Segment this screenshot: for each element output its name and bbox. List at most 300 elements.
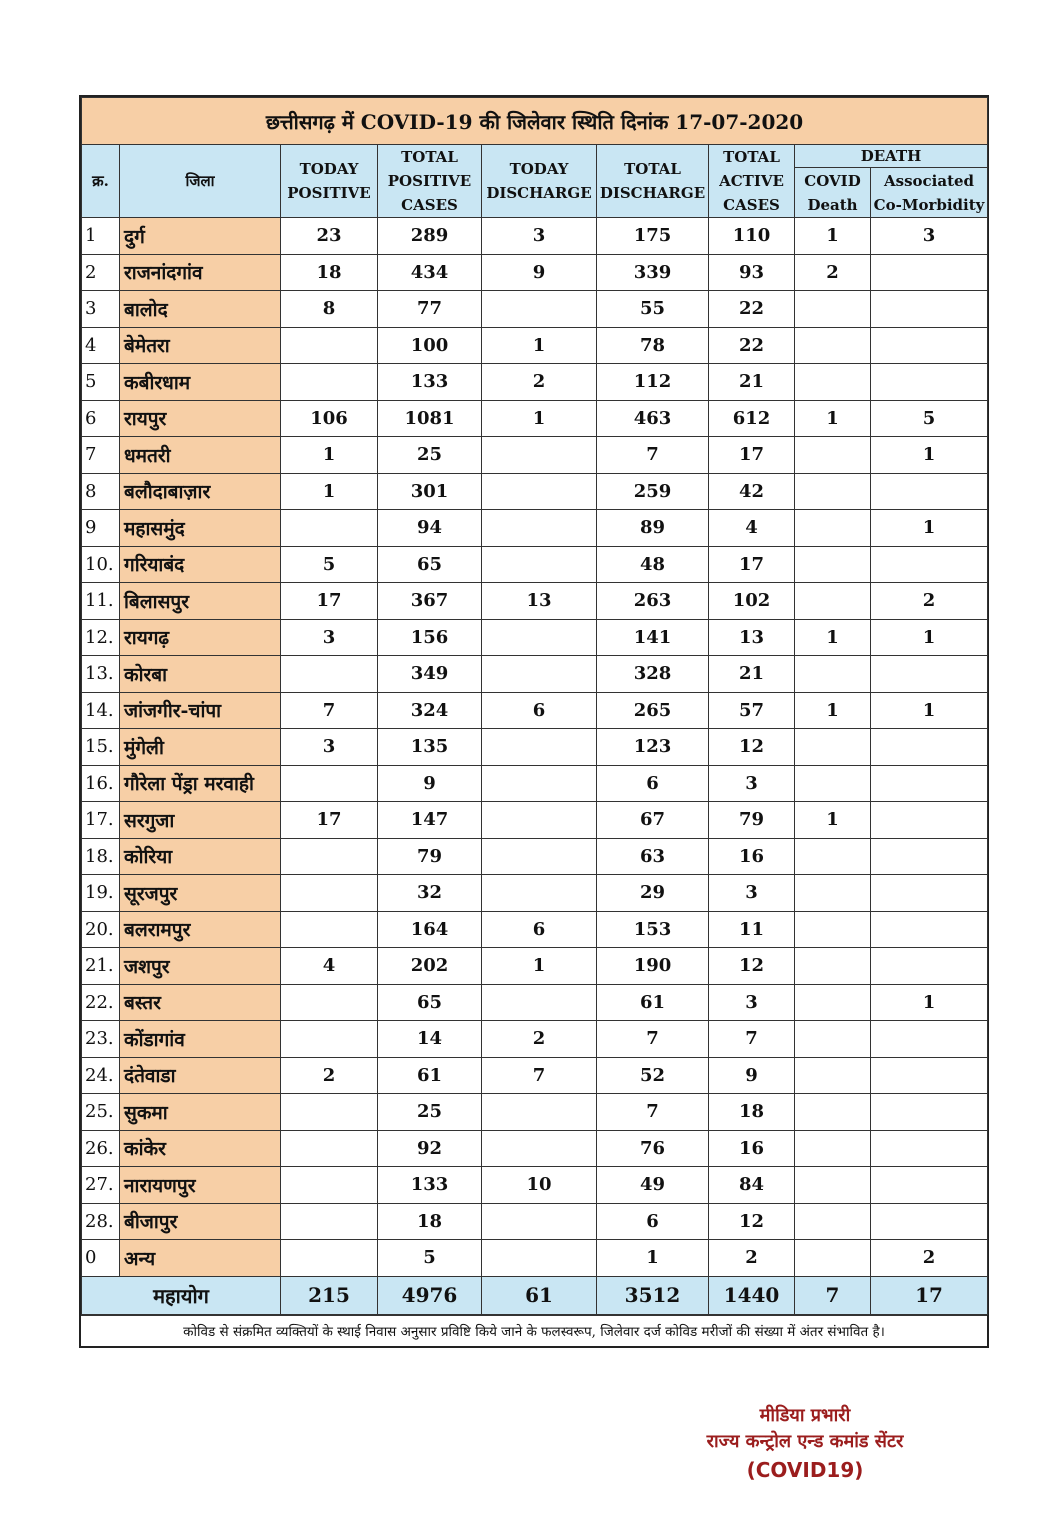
row-covid-death — [795, 291, 871, 328]
row-sn: 5 — [82, 364, 120, 401]
row-total-active: 4 — [709, 510, 795, 547]
table-row — [82, 729, 988, 766]
row-total-positive: 25 — [378, 1094, 482, 1131]
row-covid-death — [795, 875, 871, 912]
row-today-discharge — [482, 1203, 597, 1240]
header-total-discharge: TOTAL DISCHARGE — [597, 145, 709, 218]
row-comorbidity — [871, 875, 988, 912]
row-comorbidity: 5 — [871, 400, 988, 437]
total-today-discharge: 61 — [482, 1276, 597, 1314]
table-row — [82, 1057, 988, 1094]
row-total-active: 9 — [709, 1057, 795, 1094]
row-total-discharge: 48 — [597, 546, 709, 583]
row-comorbidity: 2 — [871, 583, 988, 620]
row-comorbidity: 1 — [871, 692, 988, 729]
row-covid-death — [795, 984, 871, 1021]
row-comorbidity — [871, 838, 988, 875]
row-today-discharge — [482, 729, 597, 766]
table-row — [82, 583, 988, 620]
table-row — [82, 656, 988, 693]
row-district: राजनांदगांव — [120, 254, 281, 291]
row-total-discharge: 29 — [597, 875, 709, 912]
row-district: सुकमा — [120, 1094, 281, 1131]
row-total-discharge: 52 — [597, 1057, 709, 1094]
row-district: सूरजपुर — [120, 875, 281, 912]
row-district: महासमुंद — [120, 510, 281, 547]
row-today-positive — [281, 1130, 378, 1167]
header-total-active: TOTAL ACTIVE CASES — [709, 145, 795, 218]
row-covid-death — [795, 1240, 871, 1277]
header-total-positive: TOTAL POSITIVE CASES — [378, 145, 482, 218]
row-covid-death — [795, 911, 871, 948]
row-sn: 19. — [82, 875, 120, 912]
row-district: बलरामपुर — [120, 911, 281, 948]
row-covid-death — [795, 948, 871, 985]
row-today-positive: 2 — [281, 1057, 378, 1094]
row-covid-death — [795, 1130, 871, 1167]
row-total-discharge: 339 — [597, 254, 709, 291]
row-total-positive: 202 — [378, 948, 482, 985]
table-row — [82, 1240, 988, 1277]
table-row — [82, 984, 988, 1021]
row-total-positive: 18 — [378, 1203, 482, 1240]
header-comorbidity: Associated Co-Morbidity — [871, 168, 988, 218]
row-covid-death — [795, 838, 871, 875]
row-today-discharge — [482, 765, 597, 802]
row-covid-death — [795, 473, 871, 510]
row-sn: 1 — [82, 218, 120, 255]
row-sn: 12. — [82, 619, 120, 656]
row-total-positive: 92 — [378, 1130, 482, 1167]
row-today-discharge — [482, 291, 597, 328]
row-total-positive: 14 — [378, 1021, 482, 1058]
row-district: रायपुर — [120, 400, 281, 437]
table-row — [82, 327, 988, 364]
row-today-discharge: 1 — [482, 400, 597, 437]
row-total-active: 17 — [709, 437, 795, 474]
row-total-active: 22 — [709, 291, 795, 328]
total-row — [82, 1276, 988, 1314]
row-today-positive — [281, 656, 378, 693]
row-covid-death — [795, 765, 871, 802]
row-total-positive: 324 — [378, 692, 482, 729]
row-total-positive: 135 — [378, 729, 482, 766]
row-today-positive: 5 — [281, 546, 378, 583]
row-covid-death — [795, 1203, 871, 1240]
row-sn: 18. — [82, 838, 120, 875]
row-total-active: 12 — [709, 1203, 795, 1240]
row-total-discharge: 259 — [597, 473, 709, 510]
table-row — [82, 948, 988, 985]
table-row — [82, 875, 988, 912]
row-total-active: 21 — [709, 656, 795, 693]
row-comorbidity — [871, 327, 988, 364]
total-covid-death: 7 — [795, 1276, 871, 1314]
row-today-discharge — [482, 1094, 597, 1131]
row-total-active: 84 — [709, 1167, 795, 1204]
row-total-active: 12 — [709, 729, 795, 766]
row-district: बस्तर — [120, 984, 281, 1021]
table-row — [82, 1021, 988, 1058]
row-total-discharge: 141 — [597, 619, 709, 656]
row-sn: 23. — [82, 1021, 120, 1058]
row-total-positive: 61 — [378, 1057, 482, 1094]
report-title: छत्तीसगढ़ में COVID-19 की जिलेवार स्थिति दिनांक 17-07-2020 — [82, 98, 988, 145]
row-total-discharge: 153 — [597, 911, 709, 948]
row-total-active: 16 — [709, 1130, 795, 1167]
row-total-positive: 9 — [378, 765, 482, 802]
row-today-discharge: 2 — [482, 1021, 597, 1058]
row-today-positive: 7 — [281, 692, 378, 729]
row-today-positive — [281, 327, 378, 364]
row-today-discharge — [482, 802, 597, 839]
row-comorbidity — [871, 291, 988, 328]
row-covid-death: 1 — [795, 802, 871, 839]
total-active: 1440 — [709, 1276, 795, 1314]
row-covid-death: 2 — [795, 254, 871, 291]
header-death: DEATH — [795, 145, 988, 168]
row-total-discharge: 61 — [597, 984, 709, 1021]
row-comorbidity: 3 — [871, 218, 988, 255]
row-sn: 15. — [82, 729, 120, 766]
row-today-discharge — [482, 510, 597, 547]
row-today-positive — [281, 364, 378, 401]
row-today-positive — [281, 1094, 378, 1131]
table-row — [82, 400, 988, 437]
row-today-positive: 3 — [281, 619, 378, 656]
table-row — [82, 437, 988, 474]
row-today-discharge: 1 — [482, 327, 597, 364]
row-total-active: 21 — [709, 364, 795, 401]
row-total-active: 42 — [709, 473, 795, 510]
row-covid-death: 1 — [795, 692, 871, 729]
row-today-positive — [281, 875, 378, 912]
row-today-positive — [281, 911, 378, 948]
row-district: दुर्ग — [120, 218, 281, 255]
row-today-positive — [281, 984, 378, 1021]
row-district: कोंडागांव — [120, 1021, 281, 1058]
row-sn: 2 — [82, 254, 120, 291]
row-today-discharge — [482, 838, 597, 875]
row-today-positive — [281, 1021, 378, 1058]
row-district: सरगुजा — [120, 802, 281, 839]
row-today-discharge — [482, 656, 597, 693]
row-comorbidity: 1 — [871, 510, 988, 547]
row-comorbidity: 1 — [871, 984, 988, 1021]
row-comorbidity — [871, 1094, 988, 1131]
row-sn: 10. — [82, 546, 120, 583]
row-district: दंतेवाडा — [120, 1057, 281, 1094]
row-total-discharge: 263 — [597, 583, 709, 620]
row-district: बिलासपुर — [120, 583, 281, 620]
row-today-discharge: 6 — [482, 692, 597, 729]
row-sn: 0 — [82, 1240, 120, 1277]
row-total-active: 3 — [709, 875, 795, 912]
row-total-discharge: 123 — [597, 729, 709, 766]
table-row — [82, 1203, 988, 1240]
total-total-discharge: 3512 — [597, 1276, 709, 1314]
row-total-positive: 301 — [378, 473, 482, 510]
row-comorbidity — [871, 729, 988, 766]
row-comorbidity — [871, 1021, 988, 1058]
row-total-active: 57 — [709, 692, 795, 729]
header-covid-death: COVID Death — [795, 168, 871, 218]
row-total-active: 93 — [709, 254, 795, 291]
row-comorbidity — [871, 765, 988, 802]
row-total-active: 110 — [709, 218, 795, 255]
row-sn: 9 — [82, 510, 120, 547]
row-total-discharge: 76 — [597, 1130, 709, 1167]
row-total-discharge: 89 — [597, 510, 709, 547]
row-today-discharge: 2 — [482, 364, 597, 401]
row-district: जांजगीर-चांपा — [120, 692, 281, 729]
row-district: जशपुर — [120, 948, 281, 985]
row-comorbidity — [871, 656, 988, 693]
row-today-discharge — [482, 473, 597, 510]
row-total-active: 3 — [709, 984, 795, 1021]
row-district: नारायणपुर — [120, 1167, 281, 1204]
row-total-active: 22 — [709, 327, 795, 364]
row-total-discharge: 328 — [597, 656, 709, 693]
row-total-discharge: 49 — [597, 1167, 709, 1204]
row-covid-death — [795, 546, 871, 583]
row-today-discharge: 3 — [482, 218, 597, 255]
row-today-discharge: 7 — [482, 1057, 597, 1094]
footnote: कोविड से संक्रमित व्यक्तियों के स्थाई निवास अनुसार प्रविष्टि किये जाने के फलस्वरूप, जिलेवार दर्ज कोविड मरीजों की संख्या में अंतर संभावित है। — [81, 1315, 987, 1346]
signature-line-2: राज्य कन्ट्रोल एन्ड कमांड सेंटर — [706, 1431, 904, 1452]
row-covid-death — [795, 327, 871, 364]
row-comorbidity — [871, 473, 988, 510]
row-covid-death — [795, 583, 871, 620]
row-total-discharge: 78 — [597, 327, 709, 364]
row-total-positive: 77 — [378, 291, 482, 328]
table-row — [82, 692, 988, 729]
table-row — [82, 1094, 988, 1131]
row-comorbidity: 1 — [871, 619, 988, 656]
header-sn: क्र. — [82, 145, 120, 218]
row-today-positive: 23 — [281, 218, 378, 255]
row-comorbidity — [871, 802, 988, 839]
row-district: धमतरी — [120, 437, 281, 474]
row-total-discharge: 190 — [597, 948, 709, 985]
row-covid-death — [795, 656, 871, 693]
row-district: गौरेला पेंड्रा मरवाही — [120, 765, 281, 802]
row-district: बालोद — [120, 291, 281, 328]
table-row — [82, 218, 988, 255]
row-district: मुंगेली — [120, 729, 281, 766]
row-total-positive: 65 — [378, 984, 482, 1021]
row-district: कोरबा — [120, 656, 281, 693]
row-total-discharge: 7 — [597, 1021, 709, 1058]
table-row — [82, 802, 988, 839]
row-sn: 24. — [82, 1057, 120, 1094]
row-district: रायगढ़ — [120, 619, 281, 656]
row-total-discharge: 6 — [597, 765, 709, 802]
row-today-positive — [281, 1240, 378, 1277]
row-today-positive: 106 — [281, 400, 378, 437]
row-comorbidity — [871, 1057, 988, 1094]
row-sn: 17. — [82, 802, 120, 839]
row-covid-death — [795, 510, 871, 547]
table-row — [82, 619, 988, 656]
row-sn: 27. — [82, 1167, 120, 1204]
row-today-positive — [281, 838, 378, 875]
row-today-discharge — [482, 437, 597, 474]
row-sn: 4 — [82, 327, 120, 364]
row-total-active: 3 — [709, 765, 795, 802]
signature-line-3: (COVID19) — [746, 1458, 864, 1482]
row-covid-death — [795, 1057, 871, 1094]
table-row — [82, 546, 988, 583]
row-total-discharge: 112 — [597, 364, 709, 401]
row-covid-death: 1 — [795, 218, 871, 255]
row-today-discharge: 13 — [482, 583, 597, 620]
row-comorbidity — [871, 364, 988, 401]
row-today-positive: 17 — [281, 583, 378, 620]
row-sn: 6 — [82, 400, 120, 437]
row-sn: 20. — [82, 911, 120, 948]
row-today-positive: 8 — [281, 291, 378, 328]
row-covid-death — [795, 729, 871, 766]
row-total-discharge: 265 — [597, 692, 709, 729]
row-sn: 26. — [82, 1130, 120, 1167]
table-row — [82, 911, 988, 948]
row-today-positive: 4 — [281, 948, 378, 985]
row-comorbidity — [871, 1203, 988, 1240]
row-sn: 3 — [82, 291, 120, 328]
row-total-positive: 133 — [378, 364, 482, 401]
row-today-positive: 18 — [281, 254, 378, 291]
row-total-positive: 5 — [378, 1240, 482, 1277]
row-sn: 7 — [82, 437, 120, 474]
row-comorbidity: 2 — [871, 1240, 988, 1277]
row-today-discharge — [482, 984, 597, 1021]
row-today-discharge: 9 — [482, 254, 597, 291]
row-total-positive: 289 — [378, 218, 482, 255]
total-comorbidity: 17 — [871, 1276, 988, 1314]
district-rows — [82, 218, 988, 1277]
total-label: महायोग — [82, 1276, 281, 1314]
row-comorbidity — [871, 1167, 988, 1204]
row-today-positive: 1 — [281, 473, 378, 510]
table-row — [82, 254, 988, 291]
row-district: कांकेर — [120, 1130, 281, 1167]
row-total-active: 13 — [709, 619, 795, 656]
row-total-discharge: 6 — [597, 1203, 709, 1240]
row-today-discharge: 6 — [482, 911, 597, 948]
row-total-active: 612 — [709, 400, 795, 437]
row-sn: 14. — [82, 692, 120, 729]
table-row — [82, 364, 988, 401]
row-today-discharge — [482, 619, 597, 656]
row-total-discharge: 67 — [597, 802, 709, 839]
table-row — [82, 1167, 988, 1204]
row-today-positive — [281, 1203, 378, 1240]
row-today-positive — [281, 1167, 378, 1204]
row-total-active: 16 — [709, 838, 795, 875]
row-district: बीजापुर — [120, 1203, 281, 1240]
row-comorbidity — [871, 911, 988, 948]
header-district: जिला — [120, 145, 281, 218]
row-total-positive: 79 — [378, 838, 482, 875]
row-total-positive: 147 — [378, 802, 482, 839]
row-total-discharge: 55 — [597, 291, 709, 328]
header-today-discharge: TODAY DISCHARGE — [482, 145, 597, 218]
row-today-discharge: 1 — [482, 948, 597, 985]
row-total-active: 79 — [709, 802, 795, 839]
row-today-discharge — [482, 1130, 597, 1167]
row-total-positive: 1081 — [378, 400, 482, 437]
header-today-positive: TODAY POSITIVE — [281, 145, 378, 218]
row-today-discharge — [482, 1240, 597, 1277]
row-covid-death: 1 — [795, 400, 871, 437]
row-today-discharge: 10 — [482, 1167, 597, 1204]
table-row — [82, 510, 988, 547]
row-today-positive — [281, 510, 378, 547]
row-total-positive: 94 — [378, 510, 482, 547]
row-total-positive: 349 — [378, 656, 482, 693]
row-total-discharge: 63 — [597, 838, 709, 875]
row-district: बेमेतरा — [120, 327, 281, 364]
row-total-positive: 156 — [378, 619, 482, 656]
row-total-discharge: 7 — [597, 1094, 709, 1131]
signature-line-1: मीडिया प्रभारी — [759, 1405, 851, 1426]
table-row — [82, 473, 988, 510]
row-comorbidity: 1 — [871, 437, 988, 474]
row-district: अन्य — [120, 1240, 281, 1277]
row-covid-death — [795, 437, 871, 474]
row-covid-death: 1 — [795, 619, 871, 656]
row-sn: 8 — [82, 473, 120, 510]
row-covid-death — [795, 1021, 871, 1058]
row-covid-death — [795, 1094, 871, 1131]
row-today-discharge — [482, 875, 597, 912]
row-total-discharge: 175 — [597, 218, 709, 255]
row-total-active: 102 — [709, 583, 795, 620]
row-today-positive: 17 — [281, 802, 378, 839]
row-sn: 28. — [82, 1203, 120, 1240]
row-district: बलौदाबाज़ार — [120, 473, 281, 510]
row-today-positive: 1 — [281, 437, 378, 474]
row-total-active: 12 — [709, 948, 795, 985]
covid-report-table — [79, 95, 989, 1348]
row-total-positive: 25 — [378, 437, 482, 474]
row-today-positive: 3 — [281, 729, 378, 766]
table-row — [82, 291, 988, 328]
row-total-discharge: 7 — [597, 437, 709, 474]
row-total-positive: 65 — [378, 546, 482, 583]
row-comorbidity — [871, 948, 988, 985]
total-today-positive: 215 — [281, 1276, 378, 1314]
row-total-discharge: 1 — [597, 1240, 709, 1277]
row-comorbidity — [871, 254, 988, 291]
row-today-positive — [281, 765, 378, 802]
row-covid-death — [795, 1167, 871, 1204]
row-district: कबीरधाम — [120, 364, 281, 401]
row-district: गरियाबंद — [120, 546, 281, 583]
row-total-active: 18 — [709, 1094, 795, 1131]
row-covid-death — [795, 364, 871, 401]
row-total-positive: 32 — [378, 875, 482, 912]
row-total-positive: 133 — [378, 1167, 482, 1204]
table-row — [82, 765, 988, 802]
row-comorbidity — [871, 1130, 988, 1167]
row-today-discharge — [482, 546, 597, 583]
signature-block — [640, 1403, 970, 1485]
total-total-positive: 4976 — [378, 1276, 482, 1314]
row-comorbidity — [871, 546, 988, 583]
row-total-active: 17 — [709, 546, 795, 583]
